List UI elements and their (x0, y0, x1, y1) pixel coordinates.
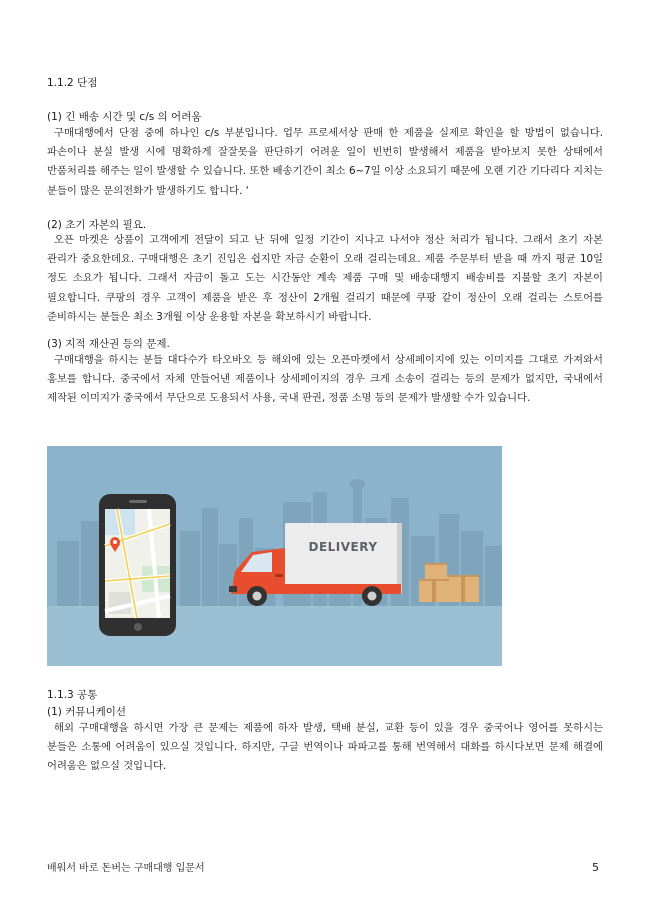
item-body-communication: 해외 구매대행을 하시면 가장 큰 문제는 제품에 하자 발생, 택배 분실, 교환 등이 있을 경우 중국어나 영어를 못하시는 분들은 소통에 어려움이 있으실 것입니다. 하지만, 구글 번역이나 파파고를 통해 번역해서 대화를 하시다보면 문제 해결에 어려움은 없으실 것입니다. (47, 722, 603, 773)
section-heading-common: 1.1.3 공통 (47, 689, 98, 701)
item-body-shipping-cs: 구매대행에서 단점 중에 하나인 c/s 부분입니다. 업무 프로세서상 판매 한 제품을 실제로 확인을 할 방법이 없습니다. 파손이나 분실 발생 시에 명확하게 잘잘못을 판단하기 어려운 일이 빈번히 발생해서 제품을 받아보지 못한 상태에서 반품처리를 해주는 일이 발생할 수 있습니다. 또한 배송기간이 최소 6~7일 이상 소요되기 때문에 오랜 기간 기다리다 지치는 분들이 많은 문의전화가 발생하기도 합니다. ‘ (47, 127, 603, 197)
item-body-ip-rights: 구매대행을 하시는 분들 대다수가 타오바오 등 해외에 있는 오픈마켓에서 상세페이지에 있는 이미지를 그대로 가져와서 홍보를 합니다. 중국에서 자체 만들어낸 제품이나 상세페이지의 경우 크게 소송이 걸리는 등의 문제가 없지만, 국내에서 제작된 이미지가 중국에서 무단으로 도용되서 사용, 국내 판권, 정품 소명 등의 문제가 발생할 수가 있습니다. (47, 354, 604, 405)
item-title-communication: (1) 커뮤니케이션 (47, 706, 127, 718)
item-title-ip-rights: (3) 지적 재산권 등의 문제. (47, 338, 170, 350)
section-heading-disadvantages: 1.1.2 단점 (47, 77, 98, 89)
item-title-initial-capital: (2) 초기 자본의 필요. (47, 219, 147, 231)
smartphone-map-icon (99, 494, 176, 636)
item-body-initial-capital: 오픈 마켓은 상품이 고객에게 전달이 되고 난 뒤에 일정 기간이 지나고 나서야 정산 처리가 됩니다. 그래서 초기 자본 관리가 중요한데요. 구매대행은 초기 진입은 쉽지만 자금 순환이 오래 걸리는데요. 제품 주문부터 받을 때 까지 평균 10일 정도 소요가 됩니다. 그래서 자금이 돌고 도는 시간동안 계속 제품 구매 및 배송대행지 배송비를 지불할 초기 자본이 필요합니다. 쿠팡의 경우 고객이 제품을 받은 후 정산이 2개월 걸리기 때문에 쿠팡 같이 정산이 오래 걸리는 스토어를 준비하시는 분들은 최소 3개월 이상 운용할 자본을 확보하시기 바랍니다. (47, 234, 603, 323)
footer-page-number: 5 (592, 861, 599, 874)
footer-book-title: 배워서 바로 돈버는 구매대행 입문서 (47, 863, 205, 874)
truck-delivery-label: DELIVERY (308, 540, 378, 554)
delivery-illustration (47, 446, 502, 666)
item-title-shipping-cs: (1) 긴 배송 시간 및 c/s 의 어려움 (47, 111, 202, 123)
